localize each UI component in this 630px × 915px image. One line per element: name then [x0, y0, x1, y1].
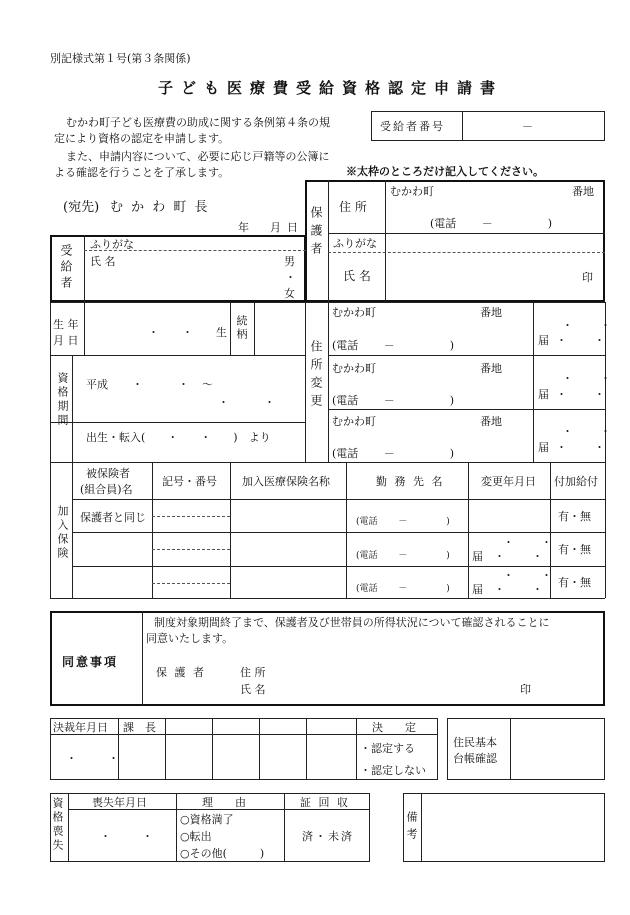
change3-dots-top[interactable]: ・ ・ [562, 425, 619, 438]
birth-suffix: 生 [216, 326, 227, 339]
gender-dot: ・ [285, 271, 296, 284]
decision-reject[interactable]: ・認定しない [360, 764, 426, 777]
guardian-name-input[interactable] [390, 256, 575, 296]
eligibility-era: 平成 [86, 378, 108, 391]
row1-phone: (電話 － ) [356, 517, 450, 527]
col-change: 変更年月日 [481, 475, 536, 488]
fill-note: ※太枠のところだけ記入してください。 [346, 165, 544, 178]
resident-registry-box [447, 718, 605, 780]
row3-yes-no[interactable]: 有・無 [558, 576, 591, 589]
intro-line-2: 定により資格の認定を申請します。 [54, 132, 230, 145]
decision-approve[interactable]: ・認定する [360, 742, 415, 755]
gender-male[interactable]: 男 [284, 255, 295, 268]
eligibility-section-label: 資格期間 [56, 372, 69, 428]
guardian-banchi: 番地 [572, 185, 594, 198]
loss-date-dots[interactable]: ・ ・ [100, 830, 163, 843]
row2-dots-bottom[interactable]: ・ ・ [494, 550, 551, 563]
change1-banchi: 番地 [480, 306, 502, 319]
guardian-phone: (電話 － ) [430, 217, 553, 230]
consent-name: 氏 名 [240, 683, 266, 696]
card-return-label: 証 回 収 [300, 796, 350, 809]
change2-notice: 届 [538, 388, 549, 401]
reason-moved[interactable]: ○転出 [180, 830, 212, 843]
address-change-section-label: 住所変更 [309, 340, 323, 412]
change3-dots-bottom[interactable]: ・ ・ [556, 441, 613, 454]
col-insurer: 加入医療保険名称 [242, 475, 330, 488]
gender-female[interactable]: 女 [284, 287, 295, 300]
addressee-label: (宛先) [63, 200, 100, 215]
change3-phone: (電話 － ) [332, 447, 455, 460]
intro-line-3: また、申請内容について、必要に応じ戸籍等の公簿に [66, 150, 330, 163]
loss-reason-label: 理 由 [202, 796, 246, 809]
guardian-name-label: 氏 名 [343, 269, 371, 283]
birth-label-1: 生 年 [53, 318, 79, 331]
decision-date-dots[interactable]: ・ ・ [66, 752, 129, 765]
row2-dots-top[interactable]: ・ ・ [503, 536, 560, 549]
recipient-section-label: 受給者 [59, 244, 73, 292]
birth-move-in[interactable]: 出生・転入( ・ ・ ) より [86, 431, 271, 444]
recipient-furigana-label: ふりがな [90, 238, 134, 251]
change1-phone: (電話 － ) [332, 339, 455, 352]
reason-other[interactable]: ○その他( ) [180, 847, 265, 860]
loss-section-label: 資格喪失 [51, 797, 64, 853]
form-title: 子ども医療費受給資格認定申請書 [158, 79, 504, 97]
birth-label-2: 月 日 [53, 334, 79, 347]
change2-banchi: 番地 [480, 362, 502, 375]
consent-guardian: 保 護 者 [156, 666, 206, 679]
guardian-address-label: 住 所 [339, 200, 367, 214]
change1-notice: 届 [538, 334, 549, 347]
guardian-section-label: 保護者 [309, 206, 323, 260]
col-insured-2: (組合員)名 [80, 483, 133, 496]
guardian-furigana-label: ふりがな [333, 237, 377, 250]
row2-notice: 届 [472, 550, 483, 563]
consent-text-2: 同意いたします。 [146, 632, 234, 645]
col-work: 勤 務 先 名 [376, 475, 445, 488]
change3-town: むかわ町 [332, 415, 376, 428]
relation-label: 続柄 [235, 315, 248, 341]
consent-text-1: 制度対象期間終了まで、保護者及び世帯員の所得状況について確認されることに [154, 616, 550, 629]
recipient-name-label: 氏 名 [90, 255, 116, 268]
change3-banchi: 番地 [480, 415, 502, 428]
change1-town: むかわ町 [332, 306, 376, 319]
change1-dots-top[interactable]: ・ ・ [562, 319, 619, 332]
date-year: 年 [238, 221, 249, 234]
row3-dots-top[interactable]: ・ ・ [503, 569, 560, 582]
row3-dots-bottom[interactable]: ・ ・ [494, 583, 551, 596]
change2-dots-bottom[interactable]: ・ ・ [556, 388, 613, 401]
recipient-number-value[interactable]: － [522, 120, 533, 133]
consent-address: 住 所 [240, 666, 266, 679]
intro-line-1: むかわ町子ども医療費の助成に関する条例第４条の規 [66, 116, 330, 129]
row2-phone: (電話 － ) [356, 551, 450, 561]
addressee-name: む か わ 町 長 [110, 200, 210, 215]
eligibility-tilde: ～ [202, 378, 213, 391]
resident-label-1: 住民基本 [453, 736, 497, 749]
change2-phone: (電話 － ) [332, 394, 455, 407]
remarks-box [403, 793, 605, 862]
recipient-box [50, 235, 306, 302]
change2-dots-top[interactable]: ・ ・ [562, 372, 619, 385]
same-as-guardian: 保護者と同じ [80, 511, 146, 524]
insurance-section-label: 加入保険 [56, 505, 69, 561]
row2-yes-no[interactable]: 有・無 [558, 543, 591, 556]
birth-date-dots[interactable]: ・ ・ [148, 326, 199, 339]
change2-town: むかわ町 [332, 362, 376, 375]
row1-yes-no[interactable]: 有・無 [558, 510, 591, 523]
date-day: 日 [287, 221, 298, 234]
row3-notice: 届 [472, 583, 483, 596]
row3-phone: (電話 － ) [356, 584, 450, 594]
decision-date-label: 決裁年月日 [53, 721, 108, 734]
change3-notice: 届 [538, 441, 549, 454]
decision-label: 決 定 [372, 721, 416, 734]
guardian-furigana-input[interactable] [390, 236, 600, 250]
guardian-town: むかわ町 [390, 185, 434, 198]
guardian-seal: 印 [582, 271, 593, 284]
loss-date-label: 喪失年月日 [92, 796, 147, 809]
col-insured-1: 被保険者 [86, 467, 130, 480]
consent-label: 同意事項 [62, 655, 119, 669]
form-number: 別記様式第１号(第３条関係) [50, 52, 191, 65]
date-month: 月 [270, 221, 281, 234]
card-return-status[interactable]: 済・未済 [302, 830, 354, 843]
resident-label-2: 台帳確認 [453, 752, 497, 765]
intro-line-4: よる確認を行うことを了承します。 [54, 166, 230, 179]
eligibility-end-dots[interactable]: ・ ・ [218, 396, 287, 409]
chief-label: 課 長 [123, 721, 156, 734]
reason-expired[interactable]: ○資格満了 [180, 813, 234, 826]
col-code: 記号・番号 [162, 475, 217, 488]
recipient-number-label: 受給者番号 [380, 120, 445, 133]
consent-seal: 印 [520, 683, 531, 696]
eligibility-start-dots[interactable]: ・ ・ [132, 378, 201, 391]
col-extra: 付加給付 [554, 475, 598, 488]
remarks-label: 備考 [405, 811, 418, 845]
change1-dots-bottom[interactable]: ・ ・ [556, 334, 613, 347]
